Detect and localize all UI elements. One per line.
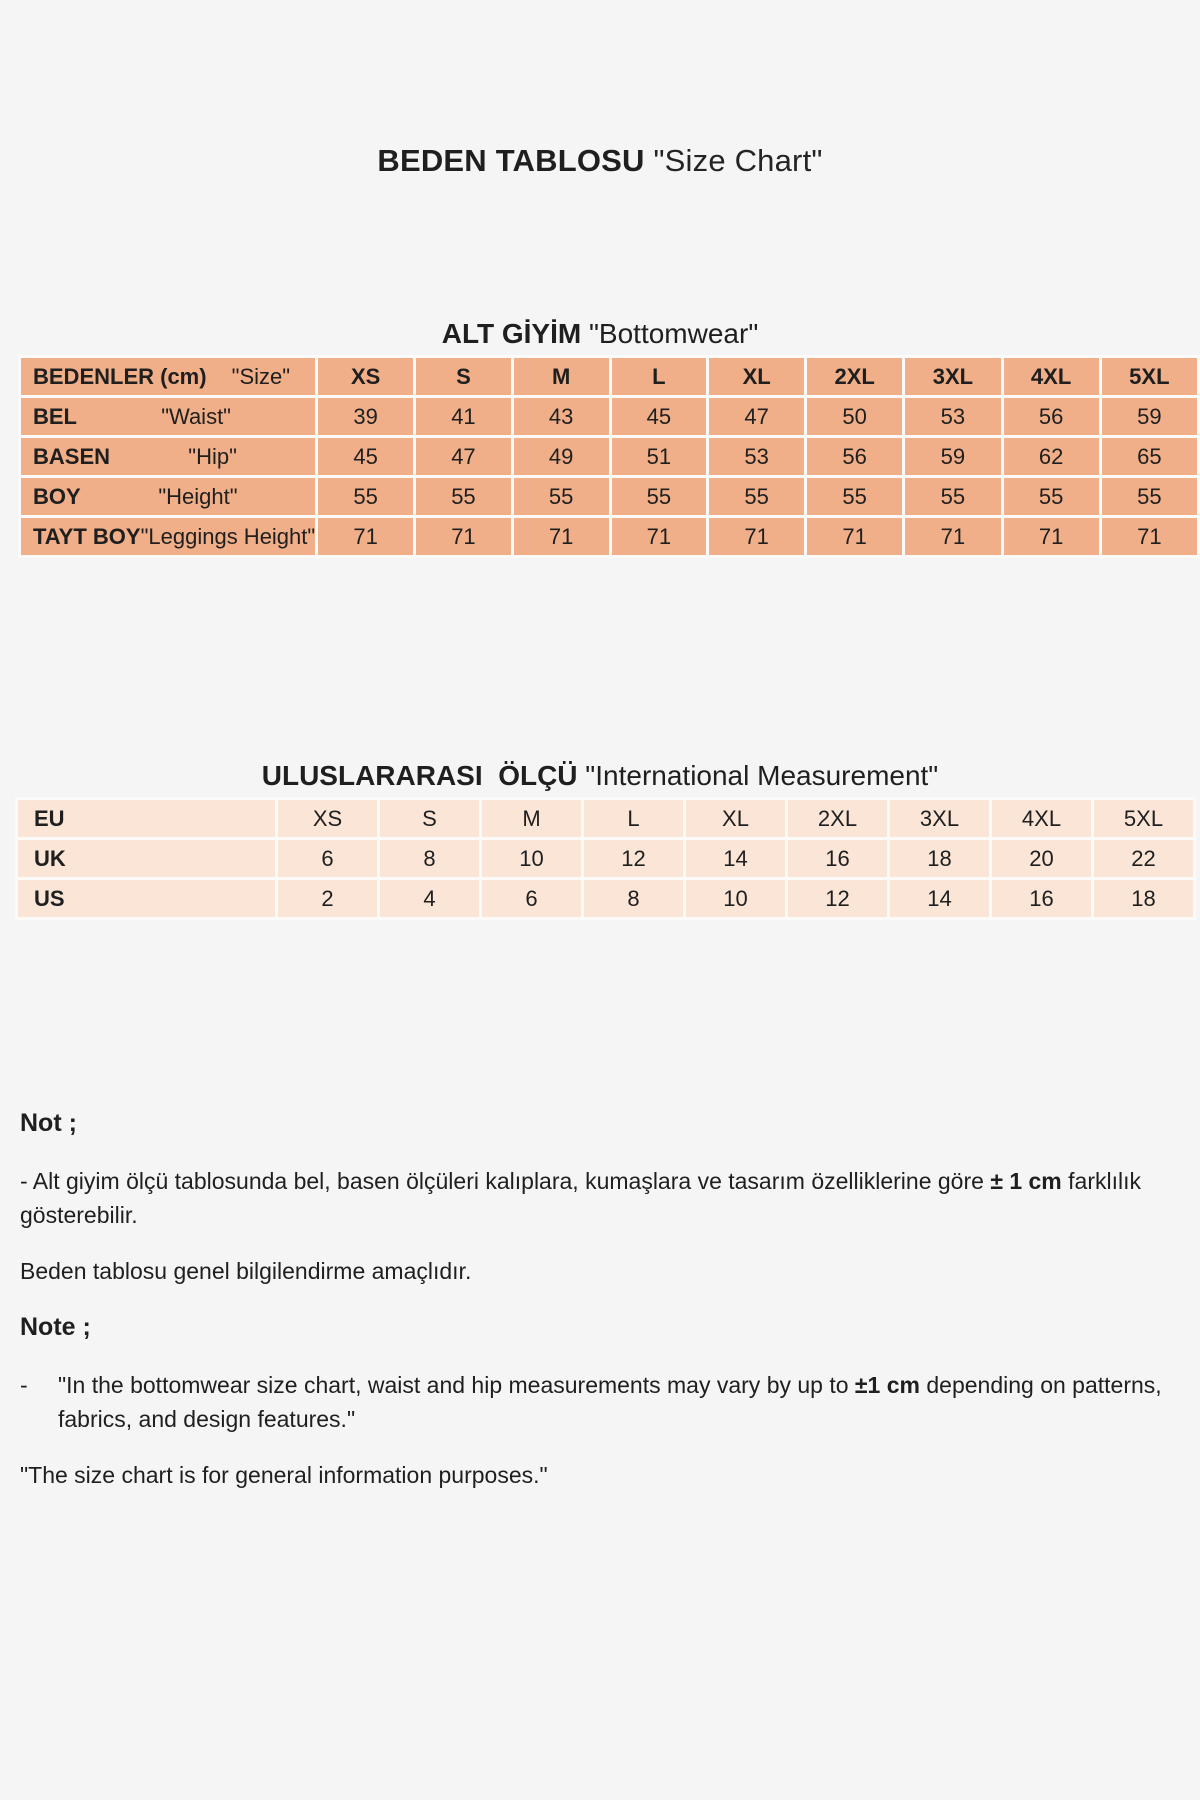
size-label-en: "Size" xyxy=(231,363,291,389)
table-cell: 59 xyxy=(905,438,1000,475)
table-cell: 50 xyxy=(807,398,902,435)
bottomwear-heading-quote: "Bottomwear" xyxy=(588,318,759,349)
size-label: BEDENLER (cm) xyxy=(33,363,207,389)
turkish-general-note: Beden tablosu genel bilgilendirme amaçlıdır. xyxy=(20,1258,472,1284)
table-cell: S xyxy=(416,358,511,395)
table-cell: 12 xyxy=(788,880,887,917)
row-label-en: "Hip" xyxy=(188,443,237,469)
table-cell: 43 xyxy=(514,398,609,435)
turkish-note-pre: - Alt giyim ölçü tablosunda bel, basen ölçüleri kalıplara, kumaşlara ve tasarım özelliklerine göre xyxy=(20,1168,984,1194)
table-cell: 71 xyxy=(318,518,413,555)
table-cell: L xyxy=(584,800,683,837)
row-label-en: "Height" xyxy=(158,483,238,509)
table-cell-row-label: US xyxy=(18,880,275,917)
table-cell: 10 xyxy=(482,840,581,877)
table-cell-row-label xyxy=(21,438,315,475)
table-cell: XS xyxy=(278,800,377,837)
table-cell-row-label xyxy=(21,518,315,555)
table-cell: 4 xyxy=(380,880,479,917)
row-label: BEL xyxy=(33,403,77,429)
english-note-pre: "In the bottomwear size chart, waist and hip measurements may vary by up to xyxy=(58,1372,849,1398)
table-cell: 55 xyxy=(318,478,413,515)
page-title-bold: BEDEN TABLOSU xyxy=(377,143,645,178)
table-cell: 8 xyxy=(380,840,479,877)
english-note-text xyxy=(20,1368,1170,1436)
international-heading xyxy=(0,760,1200,792)
bottomwear-heading xyxy=(0,318,1200,350)
table-cell: 55 xyxy=(416,478,511,515)
table-cell: 18 xyxy=(1094,880,1193,917)
table-cell: 55 xyxy=(807,478,902,515)
table-cell: 55 xyxy=(612,478,707,515)
turkish-note-heading: Not ; xyxy=(20,1109,77,1137)
turkish-note-bold: ± 1 cm xyxy=(990,1168,1062,1194)
table-cell: 4XL xyxy=(992,800,1091,837)
table-cell: 45 xyxy=(318,438,413,475)
table-cell: 10 xyxy=(686,880,785,917)
table-row-uk xyxy=(18,840,1193,877)
table-cell: 12 xyxy=(584,840,683,877)
table-row-waist xyxy=(21,398,1197,435)
table-cell: 71 xyxy=(905,518,1000,555)
table-row-height xyxy=(21,478,1197,515)
row-label-en: "Waist" xyxy=(161,403,231,429)
table-cell: 14 xyxy=(686,840,785,877)
table-cell: L xyxy=(612,358,707,395)
table-cell: 20 xyxy=(992,840,1091,877)
table-cell-row-label: UK xyxy=(18,840,275,877)
international-heading-quote: "International Measurement" xyxy=(585,760,939,791)
table-cell: 55 xyxy=(709,478,804,515)
turkish-note-text xyxy=(20,1164,1170,1232)
table-cell: 6 xyxy=(278,840,377,877)
table-cell: 2 xyxy=(278,880,377,917)
bottomwear-header-row xyxy=(21,358,1197,395)
table-cell: 8 xyxy=(584,880,683,917)
table-cell: 49 xyxy=(514,438,609,475)
table-cell: 16 xyxy=(788,840,887,877)
table-cell: 71 xyxy=(416,518,511,555)
table-cell: 22 xyxy=(1094,840,1193,877)
list-dash: - xyxy=(20,1372,28,1398)
table-cell-row-label xyxy=(21,478,315,515)
table-cell: M xyxy=(514,358,609,395)
page-title xyxy=(0,143,1200,179)
table-cell: 62 xyxy=(1004,438,1099,475)
table-cell: 41 xyxy=(416,398,511,435)
turkish-note-post: farklılık gösterebilir. xyxy=(20,1168,1141,1228)
table-cell: 53 xyxy=(905,398,1000,435)
table-cell: XL xyxy=(709,358,804,395)
table-cell: XL xyxy=(686,800,785,837)
table-cell: M xyxy=(482,800,581,837)
table-cell: 71 xyxy=(709,518,804,555)
table-row-hip xyxy=(21,438,1197,475)
international-heading-bold: ULUSLARARASI ÖLÇÜ xyxy=(261,760,578,791)
english-note-post: depending on patterns, fabrics, and design features." xyxy=(58,1372,1162,1432)
row-label-en: "Leggings Height" xyxy=(140,523,316,549)
table-cell: 71 xyxy=(807,518,902,555)
table-cell: 14 xyxy=(890,880,989,917)
table-cell: XS xyxy=(318,358,413,395)
international-table xyxy=(15,797,1196,920)
table-cell: 45 xyxy=(612,398,707,435)
table-cell-size-label xyxy=(21,358,315,395)
table-cell: 5XL xyxy=(1094,800,1193,837)
table-cell: 51 xyxy=(612,438,707,475)
table-cell: 2XL xyxy=(807,358,902,395)
table-cell: 56 xyxy=(807,438,902,475)
table-row-us xyxy=(18,880,1193,917)
notes-section xyxy=(20,1106,1170,1514)
table-cell: 3XL xyxy=(905,358,1000,395)
table-cell: 47 xyxy=(709,398,804,435)
table-cell: 6 xyxy=(482,880,581,917)
table-cell: 55 xyxy=(514,478,609,515)
english-note-bold: ±1 cm xyxy=(854,1372,920,1398)
table-cell: 55 xyxy=(1102,478,1197,515)
row-label: BASEN xyxy=(33,443,111,469)
table-cell: 47 xyxy=(416,438,511,475)
table-cell: S xyxy=(380,800,479,837)
english-note-heading: Note ; xyxy=(20,1313,91,1341)
table-row-leggings-height xyxy=(21,518,1197,555)
table-cell: 4XL xyxy=(1004,358,1099,395)
table-cell: 55 xyxy=(1004,478,1099,515)
row-label: BOY xyxy=(33,483,81,509)
table-cell: 71 xyxy=(514,518,609,555)
table-cell: 2XL xyxy=(788,800,887,837)
table-cell: 5XL xyxy=(1102,358,1197,395)
table-cell: 16 xyxy=(992,880,1091,917)
table-cell: 53 xyxy=(709,438,804,475)
page-title-quote: "Size Chart" xyxy=(653,143,823,178)
table-cell: 59 xyxy=(1102,398,1197,435)
english-note-paragraph xyxy=(58,1368,1170,1436)
english-general-note: "The size chart is for general information purposes." xyxy=(20,1462,548,1488)
table-cell-row-label xyxy=(21,398,315,435)
table-cell: 71 xyxy=(1102,518,1197,555)
table-cell: 55 xyxy=(905,478,1000,515)
table-cell: 71 xyxy=(612,518,707,555)
table-cell: 56 xyxy=(1004,398,1099,435)
bottomwear-heading-bold: ALT GİYİM xyxy=(441,318,582,349)
table-cell: 18 xyxy=(890,840,989,877)
table-row-eu xyxy=(18,800,1193,837)
row-label: TAYT BOY xyxy=(33,523,141,549)
table-cell: 3XL xyxy=(890,800,989,837)
table-cell: 71 xyxy=(1004,518,1099,555)
table-cell: 39 xyxy=(318,398,413,435)
table-cell-row-label: EU xyxy=(18,800,275,837)
bottomwear-table xyxy=(18,355,1200,558)
table-cell: 65 xyxy=(1102,438,1197,475)
